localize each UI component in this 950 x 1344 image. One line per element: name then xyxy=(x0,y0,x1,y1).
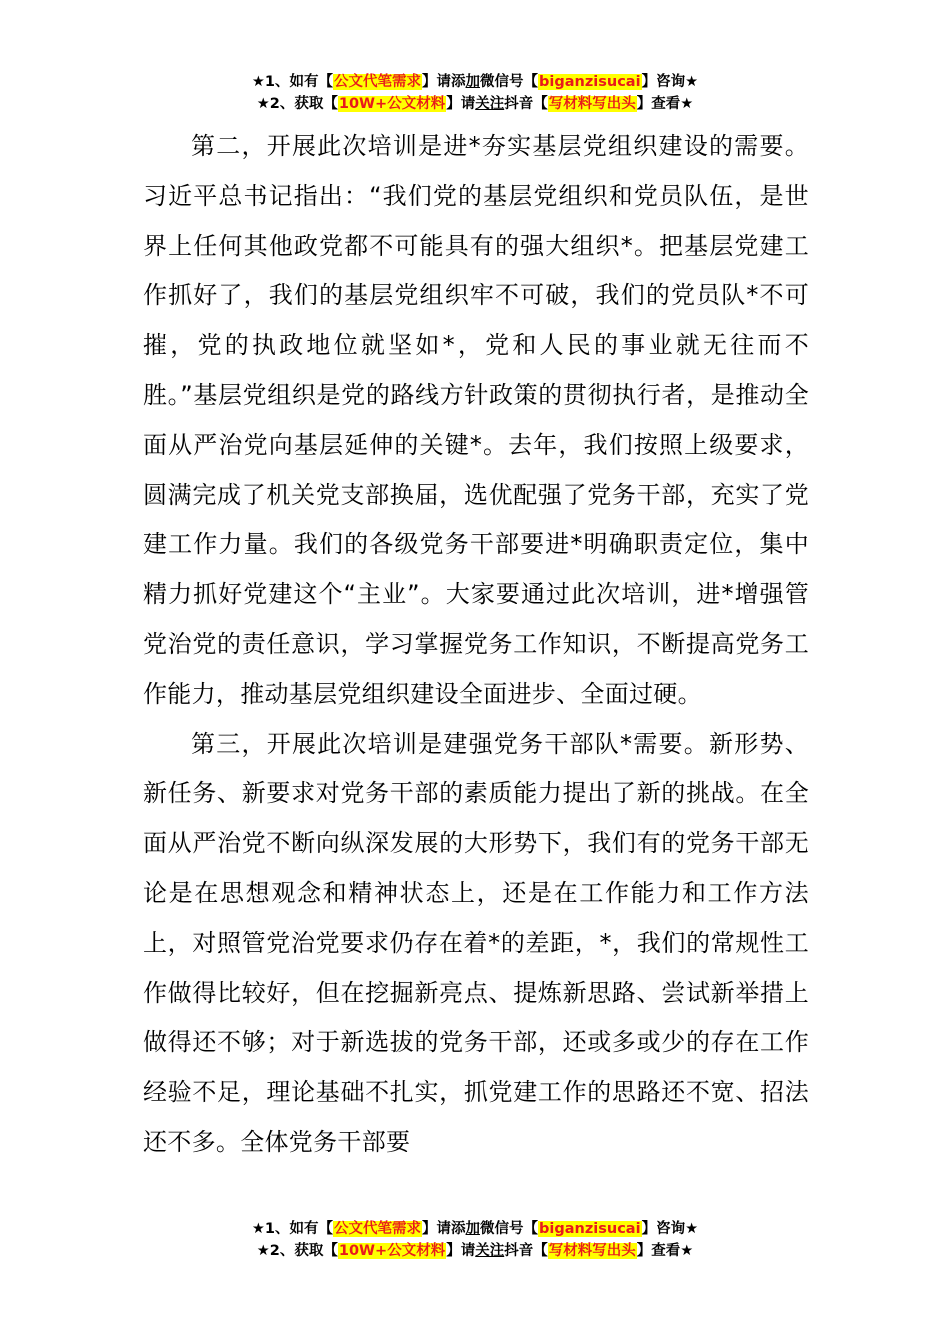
banner-suffix: 咨询★ xyxy=(656,1221,699,1237)
banner-text: 请添 xyxy=(436,1221,466,1237)
document-body xyxy=(143,122,809,1168)
banner-text: 微信号 xyxy=(480,74,524,90)
bracket: 【 xyxy=(323,96,338,112)
banner-prefix: ★1、如有 xyxy=(251,74,319,90)
bracket: 【 xyxy=(523,1221,539,1237)
paragraph: 第二，开展此次培训是进*夯实基层党组织建设的需要。习近平总书记指出：“我们党的基层党组织和党员队伍，是世界上任何其他政党都不可能具有的强大组织*。把基层党建工作抓好了，我们的基层党组织牢不可破，我们的党员队*不可摧，党的执政地位就坚如*，党和人民的事业就无往而不胜。”基层党组织是党的路线方针政策的贯彻执行者，是推动全面从严治党向基层延伸的关键*。去年，我们按照上级要求，圆满完成了机关党支部换届，选优配强了党务干部，充实了党建工作力量。我们的各级党务干部要进*明确职责定位，集中精力抓好党建这个“主业”。大家要通过此次培训，进*增强管党治党的责任意识，学习掌握党务工作知识，不断提高党务工作能力，推动基层党组织建设全面进步、全面过硬。 xyxy=(143,132,809,708)
banner-text: 请添 xyxy=(436,74,466,90)
highlight-wechat-id: biganzisucai xyxy=(539,1221,641,1237)
highlight-douyin-account: 写材料写出头 xyxy=(548,96,636,112)
banner-text: 请 xyxy=(460,1243,476,1259)
banner-text-underlined: 关注 xyxy=(475,1243,505,1259)
bracket: 】 xyxy=(446,1243,461,1259)
bracket: 【 xyxy=(318,1221,334,1237)
banner-text: 抖音 xyxy=(504,1243,534,1259)
banner-text: 微信号 xyxy=(480,1221,524,1237)
banner-text: 抖音 xyxy=(504,96,534,112)
bracket: 】 xyxy=(636,1243,652,1259)
bracket: 【 xyxy=(523,74,539,90)
banner-prefix: ★1、如有 xyxy=(251,1221,319,1237)
paragraph: 第三，开展此次培训是建强党务干部队*需要。新形势、新任务、新要求对党务干部的素质能力提出了新的挑战。在全面从严治党不断向纵深发展的大形势下，我们有的党务干部无论是在思想观念和精神状态上，还是在工作能力和工作方法上，对照管党治党要求仍存在着*的差距，*，我们的常规性工作做得比较好，但在挖掘新亮点、提炼新思路、尝试新举措上做得还不够；对于新选拔的党务干部，还或多或少的存在工作经验不足，理论基础不扎实，抓党建工作的思路还不宽、招法还不多。全体党务干部要 xyxy=(143,729,809,1156)
banner-suffix: 查看★ xyxy=(651,1243,694,1259)
bottom-banner xyxy=(0,1218,950,1262)
bracket: 】 xyxy=(636,96,652,112)
banner-suffix: 咨询★ xyxy=(656,74,699,90)
highlight-douyin-account: 写材料写出头 xyxy=(548,1243,636,1259)
bracket: 【 xyxy=(533,96,548,112)
bracket: 】 xyxy=(422,1221,437,1237)
bracket: 】 xyxy=(446,96,461,112)
highlight-service: 公文代笔需求 xyxy=(334,74,422,90)
banner-prefix: ★2、获取 xyxy=(256,1243,324,1259)
top-banner xyxy=(0,71,950,115)
banner-line-2 xyxy=(0,93,950,115)
banner-text-underlined: 加 xyxy=(465,74,481,90)
highlight-materials: 10W+公文材料 xyxy=(338,1243,446,1259)
banner-prefix: ★2、获取 xyxy=(256,96,324,112)
bracket: 】 xyxy=(641,74,657,90)
highlight-wechat-id: biganzisucai xyxy=(539,74,641,90)
bracket: 【 xyxy=(323,1243,338,1259)
bracket: 】 xyxy=(422,74,437,90)
banner-text-underlined: 关注 xyxy=(475,96,505,112)
banner-line-1 xyxy=(0,71,950,93)
banner-line-1 xyxy=(0,1218,950,1240)
bracket: 【 xyxy=(533,1243,548,1259)
highlight-materials: 10W+公文材料 xyxy=(338,96,446,112)
bracket: 】 xyxy=(641,1221,657,1237)
banner-text: 请 xyxy=(460,96,476,112)
banner-text-underlined: 加 xyxy=(465,1221,481,1237)
banner-line-2 xyxy=(0,1240,950,1262)
bracket: 【 xyxy=(318,74,334,90)
banner-suffix: 查看★ xyxy=(651,96,694,112)
highlight-service: 公文代笔需求 xyxy=(334,1221,422,1237)
